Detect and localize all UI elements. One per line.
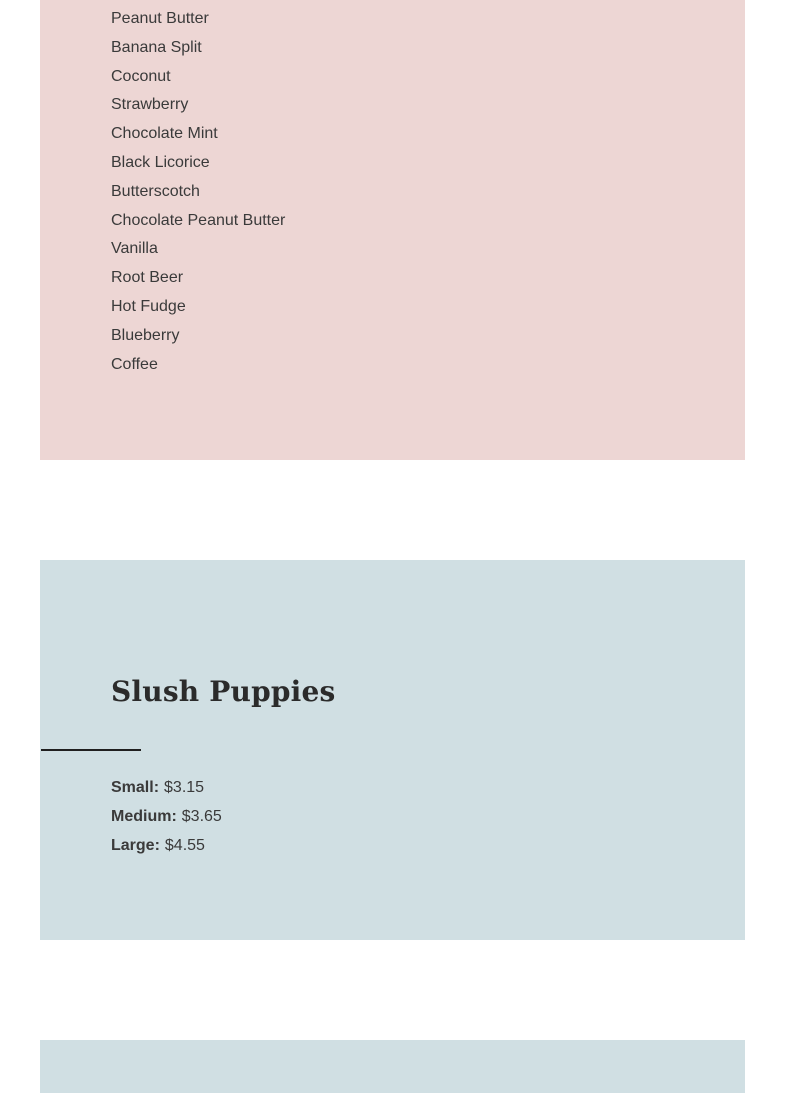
flavor-item: Butterscotch	[111, 182, 200, 200]
section-title: Slush Puppies	[111, 675, 336, 708]
flavor-item: Chocolate Peanut Butter	[111, 211, 286, 229]
flavor-item: Peanut Butter	[111, 10, 209, 27]
price-value: $4.55	[164, 837, 205, 854]
slush-puppies-panel	[40, 560, 745, 940]
flavors-panel	[40, 0, 745, 460]
flavor-item: Black Licorice	[111, 153, 210, 171]
title-divider	[41, 749, 141, 751]
flavor-list	[111, 5, 285, 379]
next-section-panel	[40, 1040, 745, 1093]
price-value: $3.15	[164, 779, 205, 796]
size-label: Medium:	[111, 808, 177, 825]
flavor-item: Strawberry	[111, 96, 189, 114]
flavor-item: Coconut	[111, 67, 171, 85]
price-value: $3.65	[181, 808, 222, 825]
flavor-item: Blueberry	[111, 326, 180, 344]
price-list	[111, 773, 222, 860]
size-label: Large:	[111, 837, 160, 854]
flavor-item: Coffee	[111, 355, 158, 373]
flavor-item: Root Beer	[111, 269, 184, 287]
flavor-item: Hot Fudge	[111, 297, 186, 315]
flavor-item: Chocolate Mint	[111, 125, 218, 143]
price-item-medium	[111, 802, 222, 831]
flavor-item: Banana Split	[111, 38, 202, 56]
flavor-item: Vanilla	[111, 240, 158, 258]
price-item-large	[111, 831, 222, 860]
price-item-small	[111, 773, 222, 802]
size-label: Small:	[111, 779, 160, 796]
